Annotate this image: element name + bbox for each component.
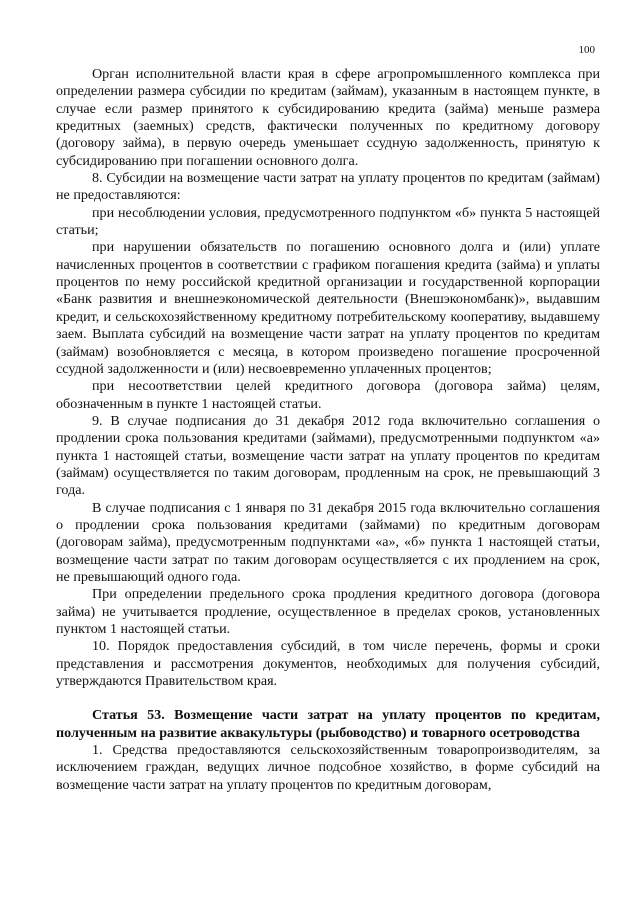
paragraph-item-8-condition-3: при несоответствии целей кредитного договора (договора займа) целям, обозначенным в пункте 1 настоящей статьи. bbox=[56, 378, 600, 412]
document-body bbox=[56, 66, 600, 794]
paragraph-item-8-condition-1: при несоблюдении условия, предусмотренного подпунктом «б» пункта 5 настоящей статьи; bbox=[56, 204, 600, 239]
paragraph-item-9-2015: В случае подписания с 1 января по 31 декабря 2015 года включительно соглашения о продлении срока пользования кредитами (займами) по кредитным договорам (договорам займа), предусмотренным подпунктами «а», «б» пункта 1 настоящей статьи, возмещение части затрат по таким договорам осуществляется с их продлением на срок, не превышающий одного года. bbox=[56, 499, 600, 585]
article-53-paragraph-1: 1. Средства предоставляются сельскохозяйственным товаропроизводителям, за исключением граждан, ведущих личное подсобное хозяйство, в форме субсидий на возмещение части затрат на уплату процентов по кредитным договорам, bbox=[56, 742, 600, 793]
paragraph-item-10: 10. Порядок предоставления субсидий, в том числе перечень, формы и сроки представления и рассмотрения документов, необходимых для получения субсидий, утверждаются Правительством края. bbox=[56, 638, 600, 690]
paragraph-item-9-term: При определении предельного срока продления кредитного договора (договора займа) не учитывается продление, осуществленное в пределах сроков, установленных пунктом 1 настоящей статьи. bbox=[56, 586, 600, 637]
page-number: 100 bbox=[578, 44, 595, 56]
paragraph-item-8-condition-2: при нарушении обязательств по погашению основного долга и (или) уплате начисленных процентов в соответствии с графиком погашения кредита (займа) и уплаты процентов по нему российской кредитной организации и государственной корпорации «Банк развития и внешнеэкономической деятельности (Внешэкономбанк)», выдавшим кредит, и сельскохозяйственному кредитному потребительскому кооперативу, выдавшему заем. Выплата субсидий на возмещение части затрат на уплату процентов по кредитам (займам) возобновляется с месяца, в котором произведено погашение просроченной ссудной задолженности и (или) несвоевременно уплаченных процентов; bbox=[56, 239, 600, 377]
paragraph-item-9: 9. В случае подписания до 31 декабря 2012 года включительно соглашения о продлении срока пользования кредитами (займами), предусмотренными подпунктом «а» пункта 1 настоящей статьи, возмещение части затрат на уплату процентов по кредитам (займам) осуществляется по таким договорам, продленным на срок, не превышающий 3 года. bbox=[56, 412, 600, 499]
article-53-heading: Статья 53. Возмещение части затрат на уплату процентов по кредитам, полученным на развитие аквакультуры (рыбоводство) и товарного осетроводства bbox=[56, 707, 600, 741]
paragraph-item-8: 8. Субсидии на возмещение части затрат на уплату процентов по кредитам (займам) не предоставляются: bbox=[56, 170, 600, 204]
paragraph-subsidy-size: Орган исполнительной власти края в сфере агропромышленного комплекса при определении размера субсидии по кредитам (займам), указанным в настоящем пункте, в случае если размер принятого к субсидированию кредита (займа) меньше размера кредитных (заемных) средств, фактически полученных по кредитному договору (договору займа), в первую очередь уменьшает ссудную задолженность, принятую к субсидированию при погашении основного долга. bbox=[56, 66, 600, 169]
